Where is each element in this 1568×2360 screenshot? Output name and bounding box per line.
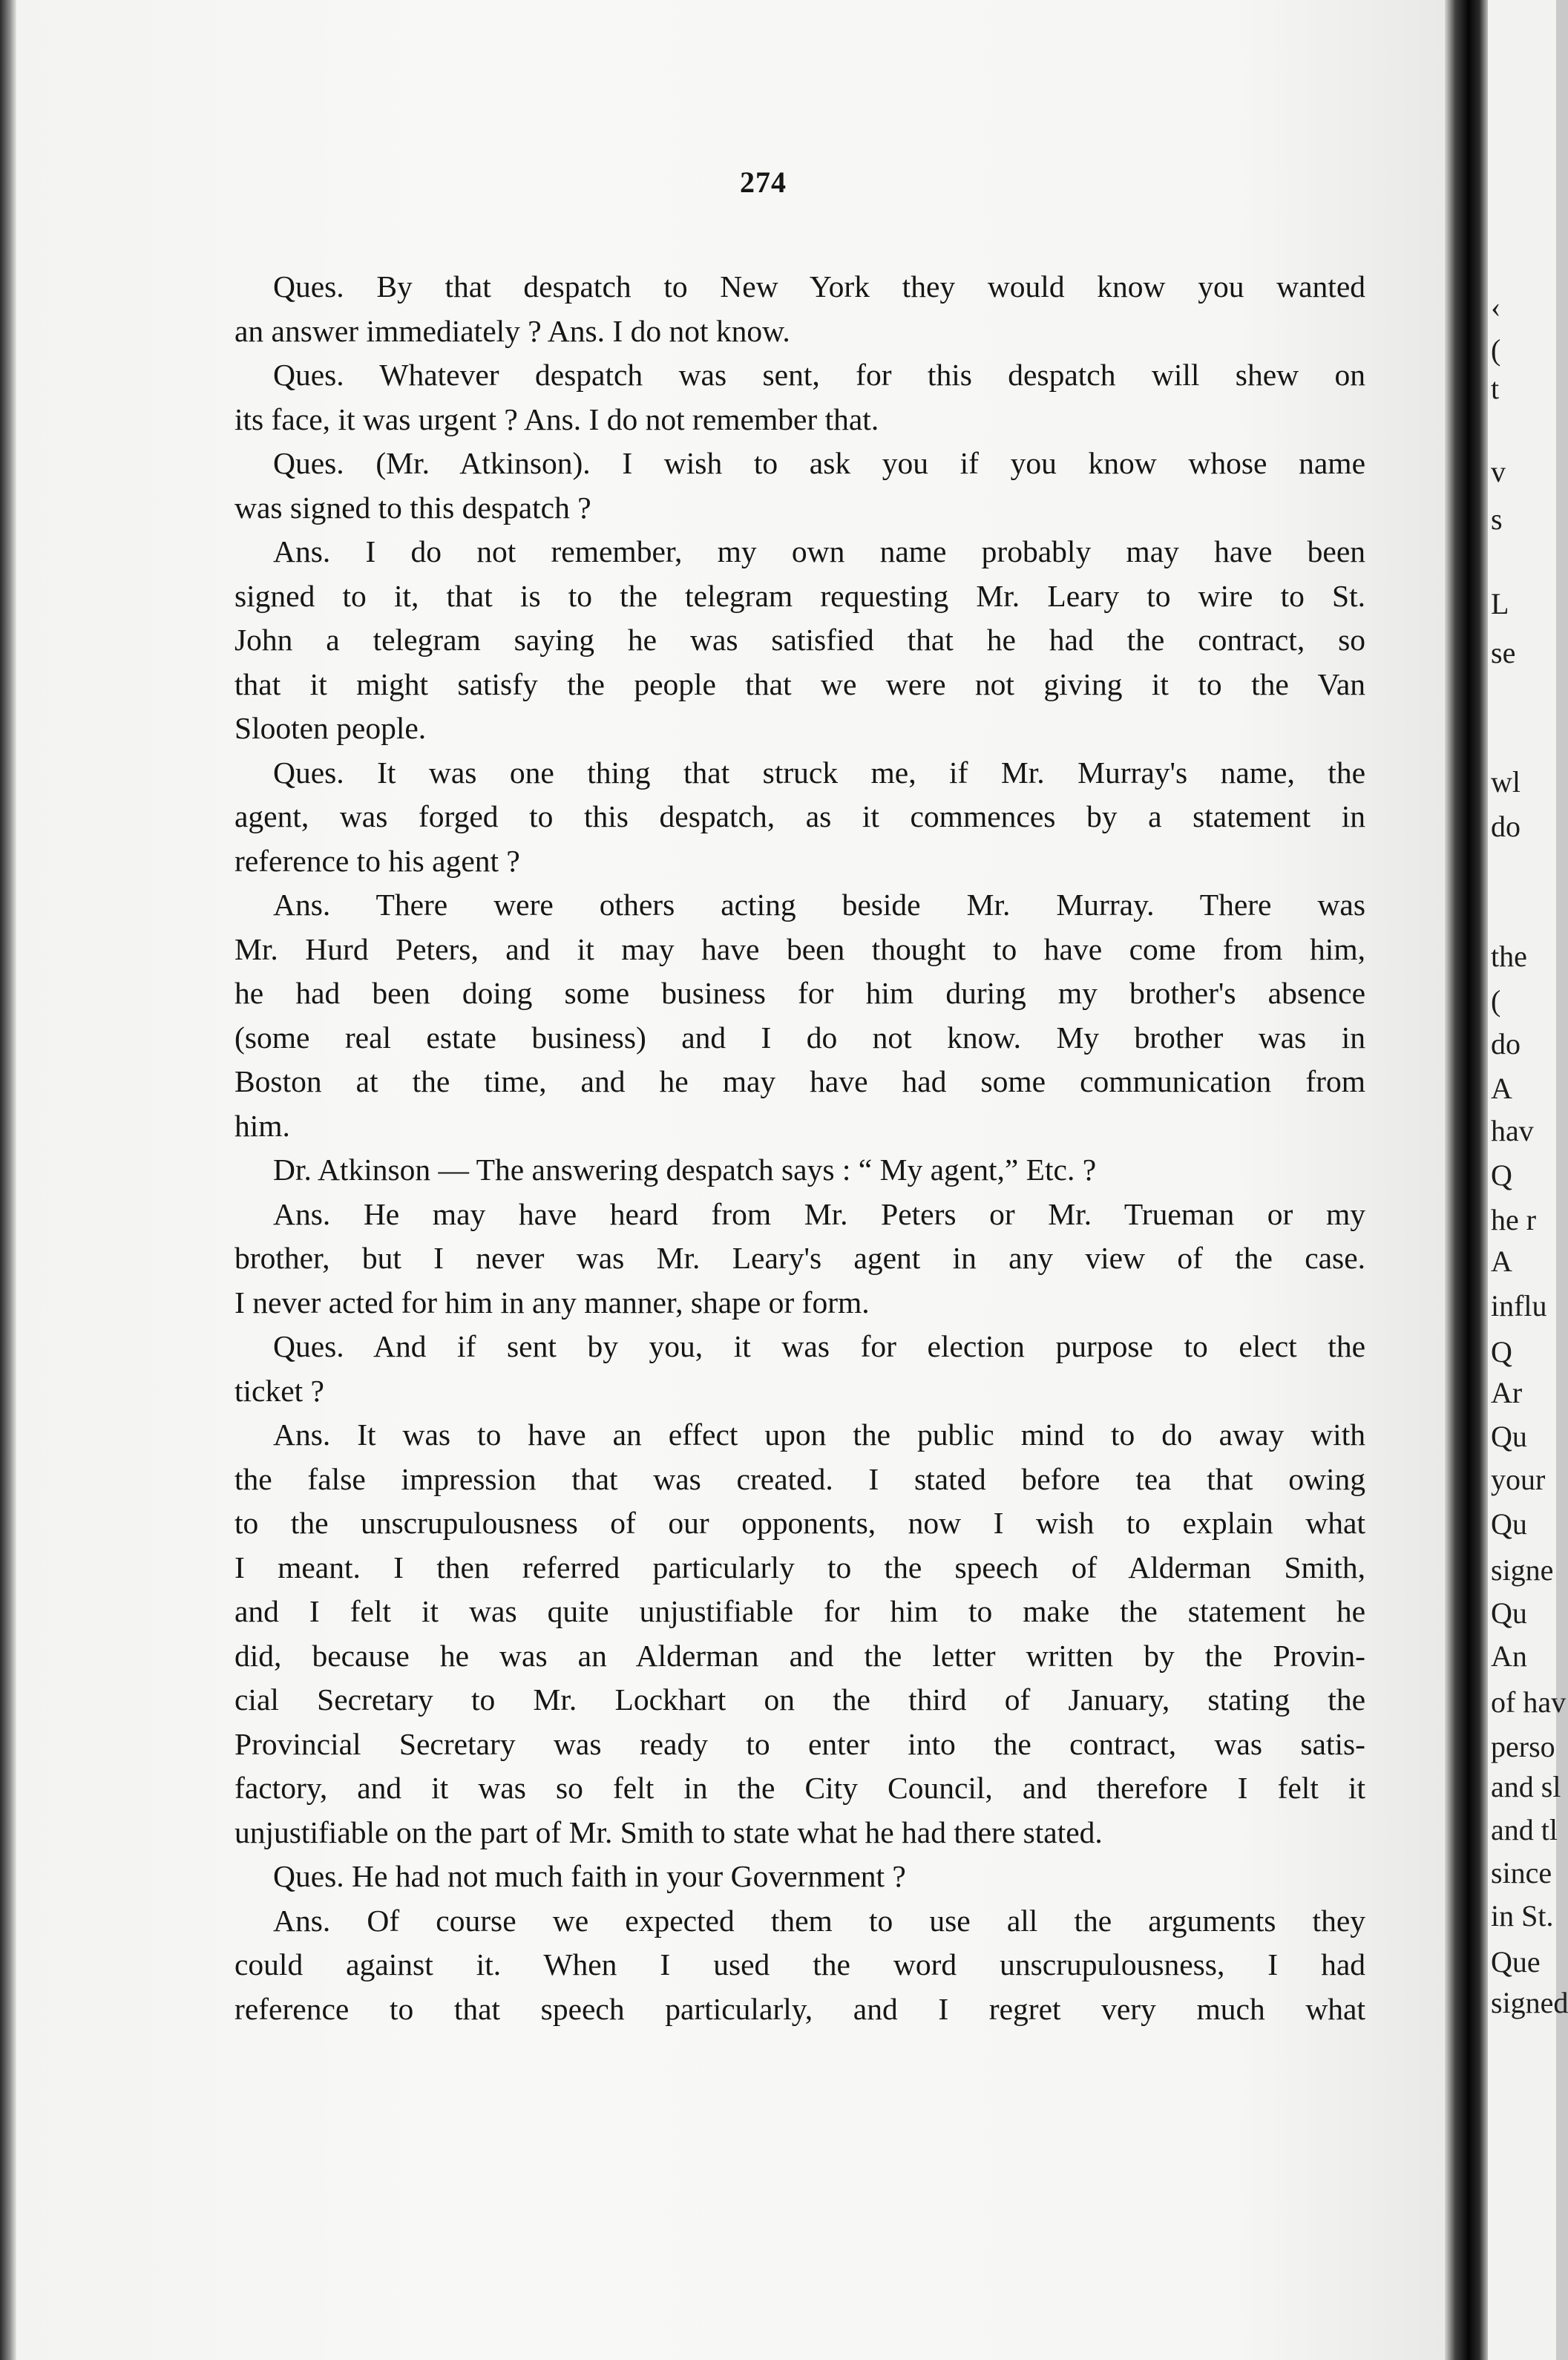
next-page-text-fragment: t bbox=[1491, 372, 1500, 405]
next-page-text-fragment: s bbox=[1491, 502, 1503, 536]
text-line: he had been doing some business for him during my brother's absence bbox=[234, 976, 1365, 1010]
next-page-text-fragment: do bbox=[1491, 1027, 1521, 1061]
next-page-text-fragment: influ bbox=[1491, 1289, 1547, 1322]
text-line: was signed to this despatch ? bbox=[234, 490, 591, 525]
text-line: and I felt it was quite unjustifiable for him to make the statement he bbox=[234, 1594, 1365, 1628]
page-number: 274 bbox=[740, 165, 787, 199]
text-line: (some real estate business) and I do not know. My brother was in bbox=[234, 1020, 1365, 1055]
next-page-text-fragment: hav bbox=[1491, 1114, 1534, 1147]
next-page-text-fragment: se bbox=[1491, 636, 1516, 669]
next-page-text-fragment: wl bbox=[1491, 765, 1521, 799]
next-page-text-fragment: A bbox=[1491, 1072, 1512, 1105]
text-line: Ans. He may have heard from Mr. Peters or Mr. Trueman or my bbox=[273, 1196, 1365, 1231]
next-page-text-fragment: Q bbox=[1491, 1158, 1512, 1192]
text-line: agent, was forged to this despatch, as it commences by a statement in bbox=[234, 799, 1365, 833]
text-line: Ques. By that despatch to New York they would know you wanted bbox=[273, 269, 1365, 304]
text-line: Ques. It was one thing that struck me, if Mr. Murray's name, the bbox=[273, 755, 1365, 790]
text-line: did, because he was an Alderman and the letter written by the Provin- bbox=[234, 1638, 1365, 1673]
text-line: Boston at the time, and he may have had some communication from bbox=[234, 1064, 1365, 1098]
text-line: Ques. He had not much faith in your Government ? bbox=[273, 1859, 906, 1893]
text-line: reference to his agent ? bbox=[234, 843, 520, 878]
next-page-text-fragment: Que bbox=[1491, 1945, 1541, 1979]
text-line: Dr. Atkinson — The answering despatch says : “ My agent,” Etc. ? bbox=[273, 1153, 1097, 1187]
text-line: Ans. Of course we expected them to use all the arguments they bbox=[273, 1903, 1365, 1938]
next-page-text-fragment: v bbox=[1491, 455, 1506, 488]
next-page-text-fragment: L bbox=[1491, 587, 1509, 620]
next-page-fragment bbox=[1488, 0, 1568, 2360]
text-line: Ques. (Mr. Atkinson). I wish to ask you if you know whose name bbox=[273, 446, 1365, 480]
left-page-edge bbox=[0, 0, 16, 2360]
next-page-text-fragment: Ar bbox=[1491, 1376, 1523, 1409]
next-page-text-fragment: signe bbox=[1491, 1553, 1554, 1587]
next-page-text-fragment: the bbox=[1491, 940, 1527, 973]
next-page-text-fragment: he r bbox=[1491, 1203, 1537, 1236]
text-line: factory, and it was so felt in the City Council, and therefore I felt it bbox=[234, 1771, 1365, 1805]
text-line: its face, it was urgent ? Ans. I do not remember that. bbox=[234, 401, 879, 436]
text-line: an answer immediately ? Ans. I do not know. bbox=[234, 313, 790, 348]
text-line: that it might satisfy the people that we were not giving it to the Van bbox=[234, 666, 1365, 701]
book-spine-shadow bbox=[1445, 0, 1488, 2360]
text-line: Slooten people. bbox=[234, 711, 427, 745]
text-line: Mr. Hurd Peters, and it may have been thought to have come from him, bbox=[234, 931, 1365, 966]
next-page-text-fragment: in St. bbox=[1491, 1899, 1554, 1933]
text-line: could against it. When I used the word unscrupulousness, I had bbox=[234, 1947, 1365, 1982]
next-page-text-fragment: Qu bbox=[1491, 1420, 1527, 1453]
text-line: reference to that speech particularly, and I regret very much what bbox=[234, 1991, 1365, 2026]
text-line: brother, but I never was Mr. Leary's agent in any view of the case. bbox=[234, 1241, 1365, 1275]
next-page-text-fragment: Q bbox=[1491, 1335, 1512, 1369]
next-page-text-fragment: An bbox=[1491, 1639, 1527, 1673]
next-page-text-fragment: of hav bbox=[1491, 1685, 1567, 1719]
next-page-text-fragment: ‹ bbox=[1491, 290, 1501, 324]
text-line: him. bbox=[234, 1108, 290, 1143]
text-line: cial Secretary to Mr. Lockhart on the third of January, stating the bbox=[234, 1682, 1365, 1717]
text-line: signed to it, that is to the telegram requesting Mr. Leary to wire to St. bbox=[234, 578, 1365, 613]
text-line: Provincial Secretary was ready to enter into the contract, was satis- bbox=[234, 1726, 1365, 1761]
next-page-text-fragment: and tl bbox=[1491, 1813, 1558, 1846]
text-line: Ans. It was to have an effect upon the public mind to do away with bbox=[273, 1417, 1365, 1452]
next-page-text-fragment: Qu bbox=[1491, 1596, 1527, 1630]
text-line: Ques. Whatever despatch was sent, for this despatch will shew on bbox=[273, 358, 1365, 392]
next-page-text-fragment: ( bbox=[1491, 333, 1501, 367]
testimony-text-block bbox=[234, 265, 1365, 2031]
text-line: John a telegram saying he was satisfied that he had the contract, so bbox=[234, 623, 1365, 657]
next-page-text-fragment: ( bbox=[1491, 984, 1501, 1017]
text-line: I never acted for him in any manner, shape or form. bbox=[234, 1285, 870, 1320]
next-page-text-fragment: Qu bbox=[1491, 1507, 1527, 1541]
text-line: unjustifiable on the part of Mr. Smith to state what he had there stated. bbox=[234, 1815, 1103, 1849]
text-line: Ques. And if sent by you, it was for election purpose to elect the bbox=[273, 1329, 1365, 1363]
next-page-text-fragment: signed bbox=[1491, 1986, 1568, 2019]
text-line: ticket ? bbox=[234, 1373, 324, 1408]
next-page-text-fragment: do bbox=[1491, 810, 1521, 843]
text-line: I meant. I then referred particularly to the speech of Alderman Smith, bbox=[234, 1550, 1365, 1584]
next-page-text-fragment: perso bbox=[1491, 1730, 1555, 1763]
text-line: to the unscrupulousness of our opponents, now I wish to explain what bbox=[234, 1506, 1365, 1540]
next-page-text-fragment: your bbox=[1491, 1463, 1546, 1496]
next-page-text-fragment: and sl bbox=[1491, 1770, 1561, 1803]
next-page-text-fragment: since bbox=[1491, 1856, 1552, 1889]
next-page-text-fragment: A bbox=[1491, 1245, 1512, 1278]
text-line: Ans. I do not remember, my own name probably may have been bbox=[273, 534, 1365, 568]
text-line: Ans. There were others acting beside Mr. Murray. There was bbox=[273, 888, 1365, 922]
text-line: the false impression that was created. I stated before tea that owing bbox=[234, 1461, 1365, 1496]
